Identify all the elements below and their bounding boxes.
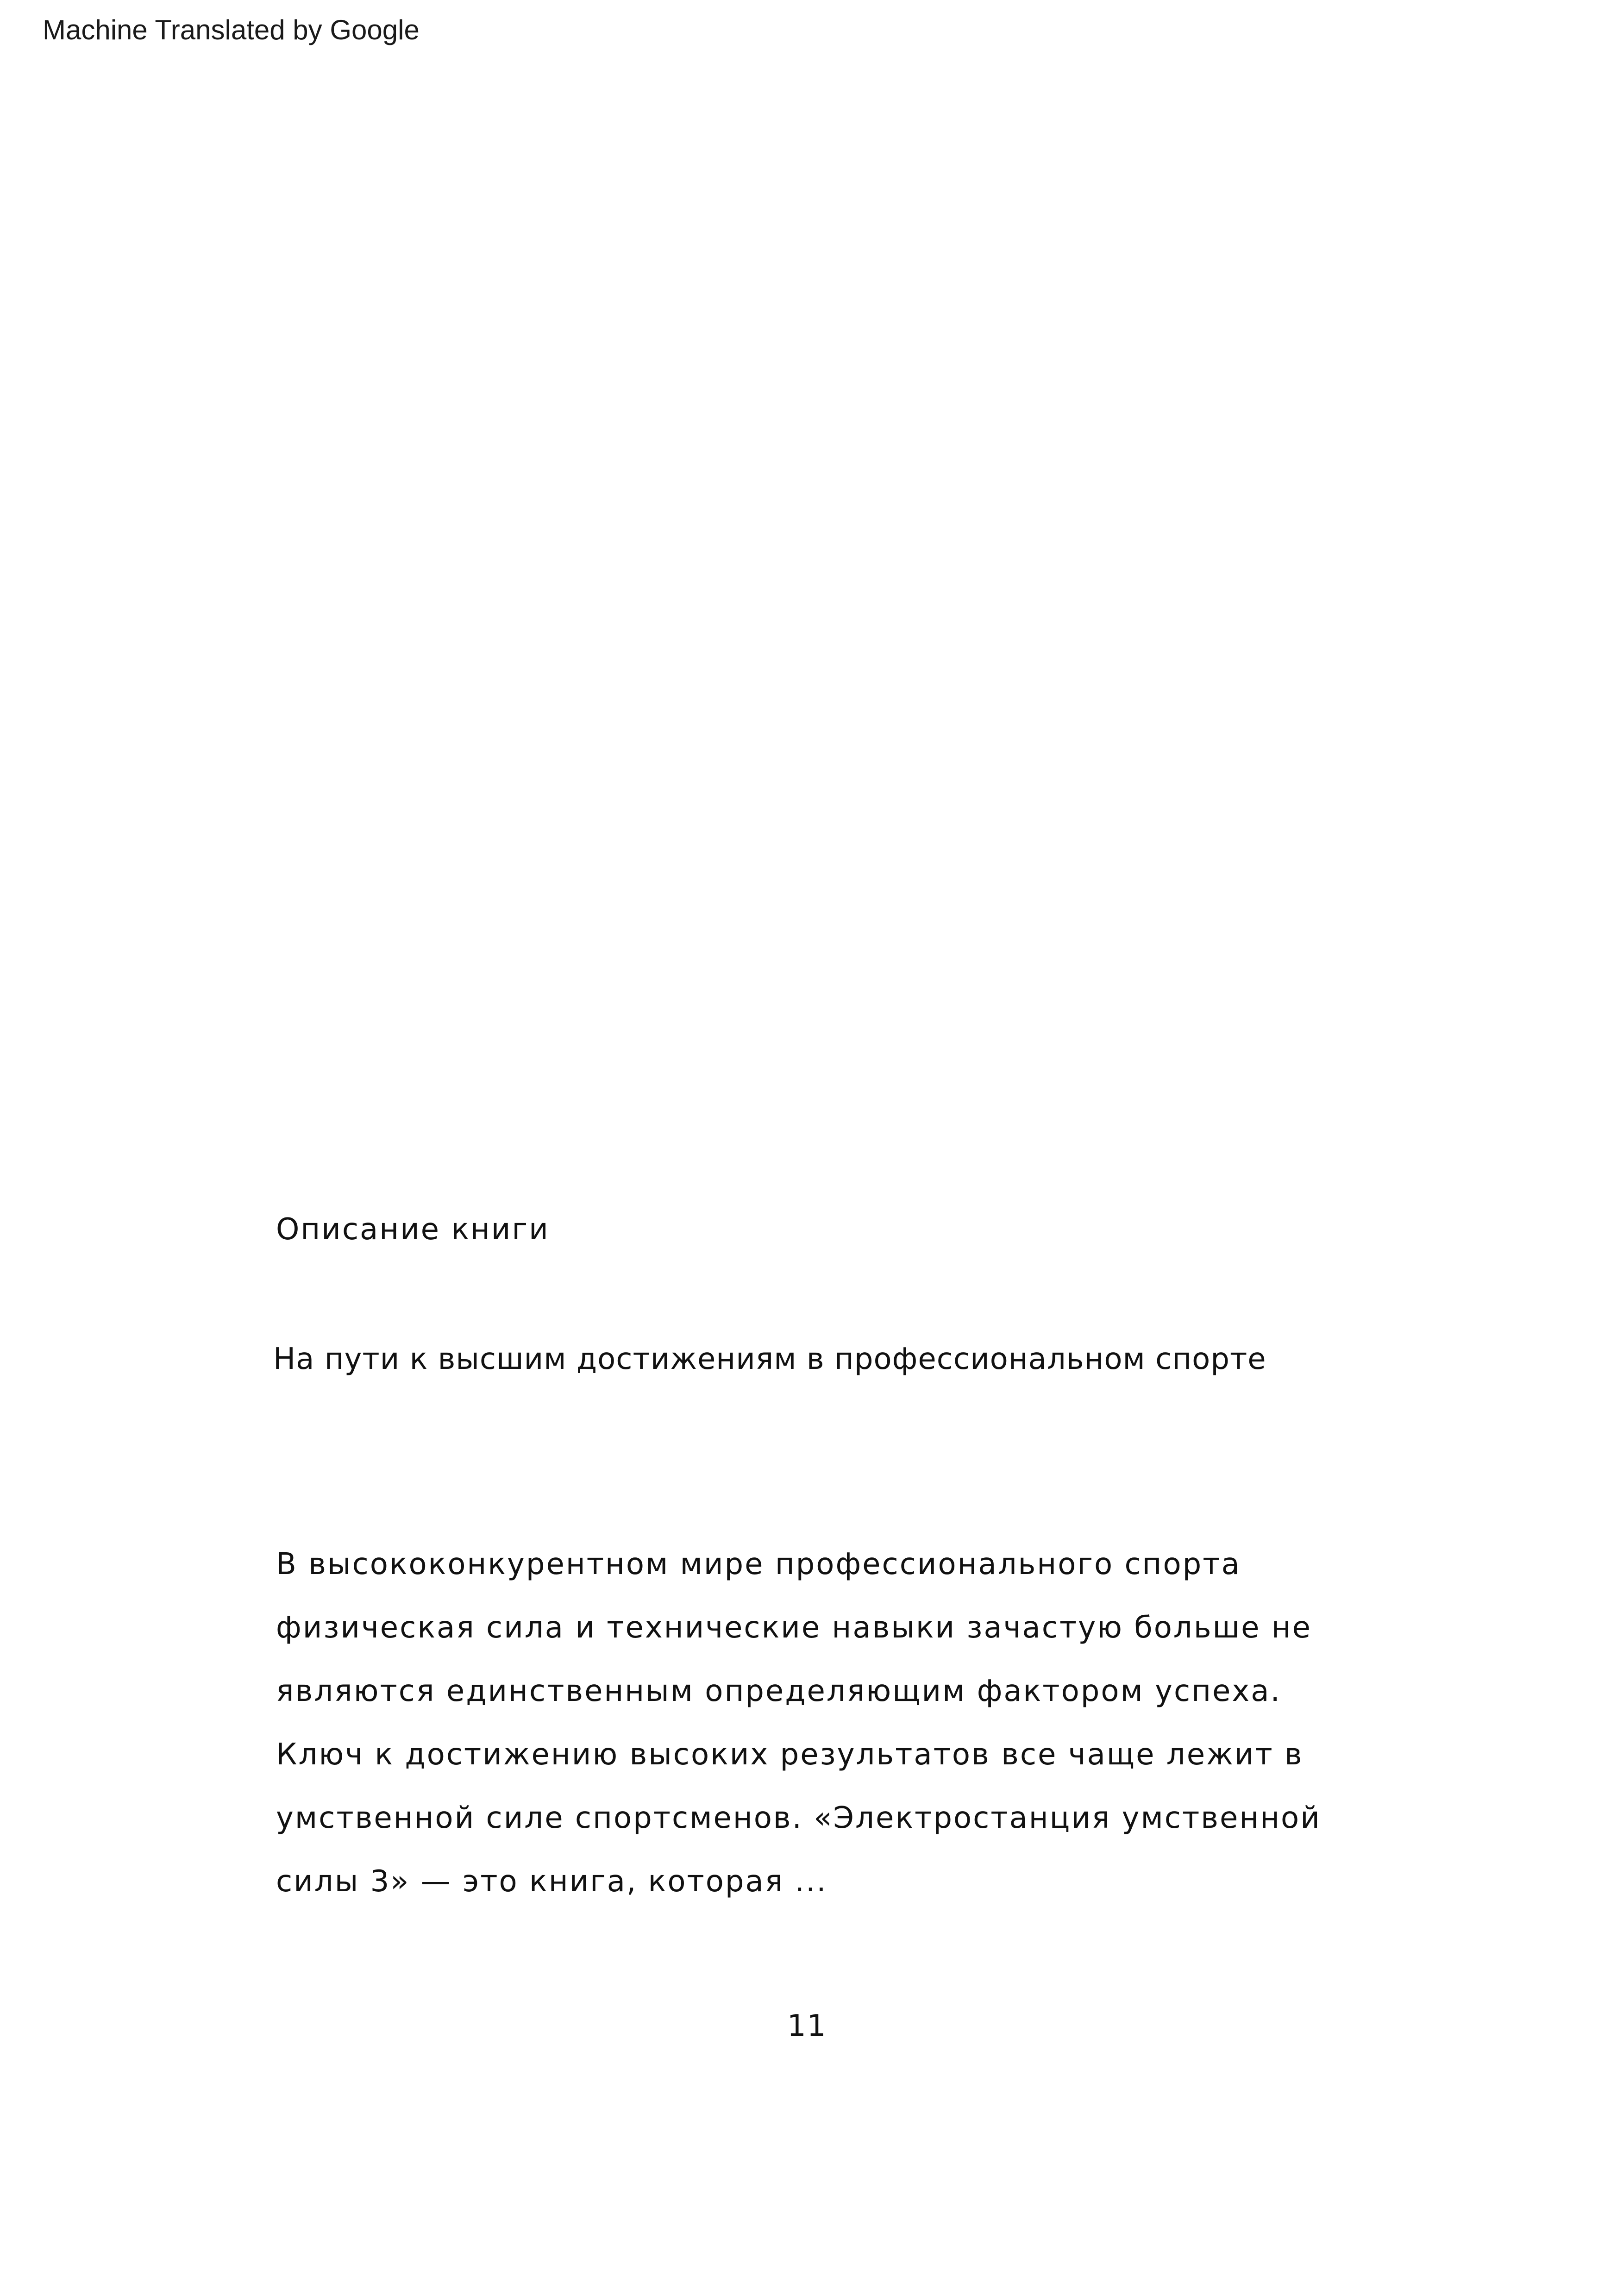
- paragraph-line: являются единственным определяющим фактором успеха.: [276, 1674, 1281, 1708]
- page-number: 11: [787, 2009, 827, 2043]
- paragraph-line: физическая сила и технические навыки зачастую больше не: [276, 1611, 1312, 1645]
- paragraph-line: В высококонкурентном мире профессионального спорта: [276, 1547, 1241, 1581]
- book-subtitle: На пути к высшим достижениям в профессиональном спорте: [273, 1342, 1266, 1376]
- section-heading: Описание книги: [276, 1212, 550, 1247]
- description-paragraph: [276, 1533, 1387, 1913]
- machine-translation-watermark: Machine Translated by Google: [43, 14, 420, 45]
- paragraph-line: Ключ к достижению высоких результатов все чаще лежит в: [276, 1738, 1304, 1772]
- paragraph-line: силы 3» — это книга, которая ...: [276, 1864, 827, 1899]
- paragraph-line: умственной силе спортсменов. «Электростанция умственной: [276, 1801, 1321, 1835]
